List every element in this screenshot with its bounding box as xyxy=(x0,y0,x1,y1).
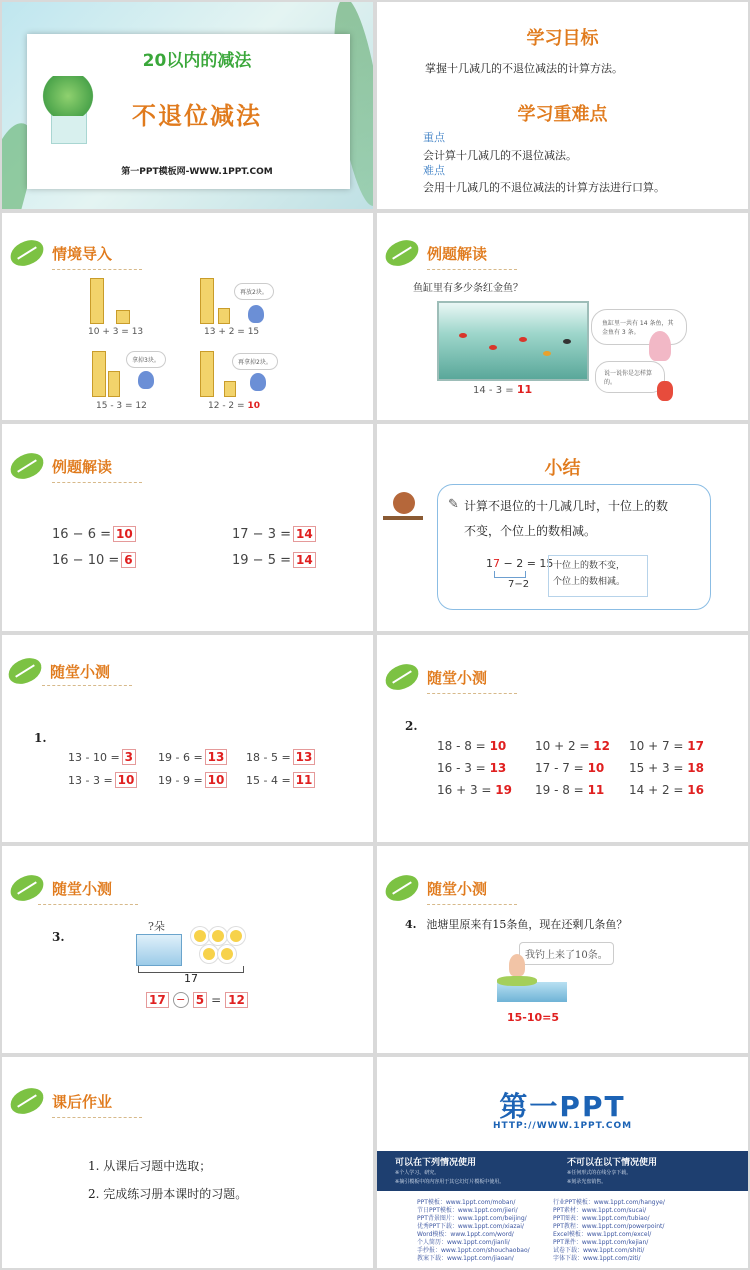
slide-intro xyxy=(2,213,373,420)
pencil-icon: ✎ xyxy=(448,497,459,512)
resource-link[interactable]: 节日PPT模板：www.1ppt.com/jieri/ xyxy=(417,1207,518,1214)
resource-link[interactable]: 字体下载：www.1ppt.com/ziti/ xyxy=(553,1255,641,1262)
slide-title xyxy=(2,2,373,209)
resource-link[interactable]: Word模板：www.1ppt.com/word/ xyxy=(417,1231,514,1238)
example-bubble-1: 鱼缸里一共有 14 条鱼，其金鱼有 3 条。 xyxy=(591,309,687,345)
resource-link[interactable]: PPT背景图片：www.1ppt.com/beijing/ xyxy=(417,1215,527,1222)
resource-link[interactable]: Excel模板：www.1ppt.com/excel/ xyxy=(553,1231,652,1238)
plant-illustration xyxy=(37,72,99,142)
summary-formula-bracket xyxy=(494,571,526,578)
slide-example-fish xyxy=(377,213,748,420)
example-question: 鱼缸里有多少条红金鱼？ xyxy=(413,283,523,294)
resource-link[interactable]: 个人简历：www.1ppt.com/jianli/ xyxy=(417,1239,510,1246)
slide-quiz-2 xyxy=(377,635,748,842)
section-header xyxy=(8,659,110,683)
summary-line-1: 计算不退位的十几减几时，十位上的数 xyxy=(464,499,669,513)
intro-eq-1: 10 + 3 = 13 xyxy=(88,327,144,337)
summary-box xyxy=(437,484,711,610)
key-text: 会计算十几减几的不退位减法。 xyxy=(423,149,577,162)
example-eq-row: 17 − 3 = 14 xyxy=(232,526,316,542)
leaf-icon xyxy=(383,873,421,904)
leaf-icon xyxy=(383,238,421,269)
cannot-use-1: ※任何形式的在线分享下载。 xyxy=(567,1170,632,1176)
quiz-eq: 18 - 5 = 13 xyxy=(246,749,315,765)
resource-link[interactable]: 行业PPT模板：www.1ppt.com/hangye/ xyxy=(553,1199,665,1206)
cannot-use-2: ※刻录光盘销售。 xyxy=(567,1179,607,1185)
mouse-figure xyxy=(138,371,154,389)
slide-summary xyxy=(377,424,748,631)
leaf-icon xyxy=(383,662,421,693)
quiz-eq: 13 - 10 = 3 xyxy=(68,749,136,765)
fishing-bubble: 我钓上来了10条。 xyxy=(519,942,614,965)
quiz-eq: 10 + 7 = 17 xyxy=(629,739,704,753)
leaf-icon xyxy=(8,1086,46,1117)
homework-item-1: 1. 从课后习题中选取； xyxy=(88,1159,212,1173)
quiz-eq: 19 - 6 = 13 xyxy=(158,749,227,765)
quiz-eq: 16 + 3 = 19 xyxy=(437,783,512,797)
summary-title: 小结 xyxy=(544,458,581,479)
quiz-eq: 16 - 3 = 13 xyxy=(437,761,507,775)
title-card xyxy=(27,34,350,189)
aquarium-illustration xyxy=(437,301,589,381)
quiz-eq: 14 + 2 = 16 xyxy=(629,783,704,797)
slide-quiz-4 xyxy=(377,846,748,1053)
key-title: 学习重难点 xyxy=(517,104,608,125)
answer-text: 15-10=5 xyxy=(507,1011,560,1024)
intro-bubble-3: 拿掉3块。 xyxy=(126,351,166,368)
brand-logo: 第一PPT xyxy=(499,1090,626,1123)
section-header xyxy=(10,876,112,900)
quiz-eq: 15 + 3 = 18 xyxy=(629,761,704,775)
lesson-subtitle: 20以内的减法 xyxy=(142,51,252,71)
section-header-label: 随堂小测 xyxy=(52,879,113,898)
slide-homework xyxy=(2,1057,373,1268)
homework-item-2: 2. 完成练习册本课时的习题。 xyxy=(88,1187,248,1201)
example-bubble-2: 说一说你是怎样算的。 xyxy=(595,361,665,393)
resource-link[interactable]: 教案下载：www.1ppt.com/jiaoan/ xyxy=(417,1255,514,1262)
lesson-title: 不退位减法 xyxy=(132,102,262,130)
can-use-1: ※个人学习、研究。 xyxy=(395,1170,440,1176)
quiz-eq: 19 - 9 = 10 xyxy=(158,772,227,788)
slide-quiz-1 xyxy=(2,635,373,842)
resource-link[interactable]: 手抄报：www.1ppt.com/shouchaobao/ xyxy=(417,1247,530,1254)
resource-link[interactable]: PPT课件：www.1ppt.com/kejian/ xyxy=(553,1239,649,1246)
intro-eq-2: 13 + 2 = 15 xyxy=(204,327,260,337)
leaf-icon xyxy=(8,873,46,904)
intro-bubble-2: 再放2块。 xyxy=(234,283,274,300)
section-header-label: 随堂小测 xyxy=(427,879,488,898)
section-header-label: 随堂小测 xyxy=(427,668,488,687)
quiz-eq: 18 - 8 = 10 xyxy=(437,739,507,753)
cannot-use-title: 不可以在以下情况使用 xyxy=(567,1158,658,1168)
intro-eq-4-answer: 10 xyxy=(247,401,260,411)
leaf-icon xyxy=(8,238,46,269)
quiz-eq: 13 - 3 = 10 xyxy=(68,772,137,788)
boy-figure xyxy=(657,381,673,401)
goal-text: 掌握十几减几的不退位减法的计算方法。 xyxy=(425,62,623,75)
resource-link[interactable]: PPT素材：www.1ppt.com/sucai/ xyxy=(553,1207,647,1214)
section-header-label: 随堂小测 xyxy=(50,662,111,681)
quiz-eq: 15 - 4 = 11 xyxy=(246,772,315,788)
summary-formula-sub: 7−2 xyxy=(508,579,530,590)
section-header-label: 课后作业 xyxy=(52,1092,113,1111)
minus-circle: − xyxy=(173,992,189,1008)
summary-formula: 17 − 2 = 15 xyxy=(486,557,554,570)
resource-link[interactable]: PPT教程：www.1ppt.com/powerpoint/ xyxy=(553,1223,665,1230)
question-number: 3. xyxy=(52,930,65,944)
key-label: 重点 xyxy=(423,131,445,144)
example-eq-row: 16 − 6 = 10 xyxy=(52,526,136,542)
girl-figure xyxy=(649,331,671,361)
resource-link[interactable]: 优秀PPT下载：www.1ppt.com/xiazai/ xyxy=(417,1223,524,1230)
section-header xyxy=(10,454,112,478)
bird-figure xyxy=(383,486,423,526)
question-number: 1. xyxy=(34,731,47,745)
can-use-2: ※摘引模板中的内容用于其它幻灯片模板中使用。 xyxy=(395,1179,505,1185)
usage-banner xyxy=(377,1151,748,1191)
quiz-eq: 10 + 2 = 12 xyxy=(535,739,610,753)
slide-example-eqs xyxy=(2,424,373,631)
quiz-eq: 19 - 8 = 11 xyxy=(535,783,605,797)
flower-unknown-label: ?朵 xyxy=(148,920,165,933)
can-use-title: 可以在下列情况使用 xyxy=(395,1158,477,1168)
difficulty-text: 会用十几减几的不退位减法的计算方法进行口算。 xyxy=(423,181,665,194)
section-header xyxy=(10,241,112,265)
slide-credits xyxy=(377,1057,748,1268)
section-header xyxy=(385,876,487,900)
section-header xyxy=(385,665,487,689)
resource-link[interactable]: PPT图表：www.1ppt.com/tubiao/ xyxy=(553,1215,650,1222)
slide-quiz-3 xyxy=(2,846,373,1053)
question-text: 4. 池塘里原来有15条鱼，现在还剩几条鱼？ xyxy=(405,918,628,931)
section-header xyxy=(10,1089,112,1113)
mouse-figure xyxy=(250,373,266,391)
goal-title: 学习目标 xyxy=(526,28,599,49)
fishing-illustration xyxy=(497,954,567,1002)
leaf-icon xyxy=(8,451,46,482)
example-eq-row: 16 − 10 = 6 xyxy=(52,552,136,568)
section-header-label: 例题解读 xyxy=(52,457,113,476)
intro-eq-4: 12 - 2 = 10 xyxy=(208,401,260,411)
question-number: 2. xyxy=(405,719,418,733)
brand-url: HTTP://WWW.1PPT.COM xyxy=(492,1121,633,1131)
intro-bubble-4: 再拿掉2块。 xyxy=(232,353,278,370)
example-eq-row: 19 − 5 = 14 xyxy=(232,552,316,568)
summary-line-2: 不变，个位上的数相减。 xyxy=(464,524,597,538)
mouse-figure xyxy=(248,305,264,323)
footer-site: 第一PPT模板网-WWW.1PPT.COM xyxy=(121,167,273,177)
example-eq: 14 - 3 = 11 xyxy=(473,383,533,396)
section-header xyxy=(385,241,487,265)
resource-link[interactable]: 试卷下载：www.1ppt.com/shiti/ xyxy=(553,1247,645,1254)
flowers-illustration xyxy=(194,930,246,964)
section-header-label: 情境导入 xyxy=(52,244,113,263)
total-label: 17 xyxy=(184,972,198,985)
section-header-label: 例题解读 xyxy=(427,244,488,263)
slide-goals xyxy=(377,2,748,209)
intro-eq-3: 15 - 3 = 12 xyxy=(96,401,147,411)
quiz-eq: 17 - 7 = 10 xyxy=(535,761,605,775)
box-illustration xyxy=(136,934,182,966)
summary-note: 十位上的数不变， 个位上的数相减。 xyxy=(548,555,648,597)
leaf-icon xyxy=(6,656,44,687)
resource-link[interactable]: PPT模板：www.1ppt.com/moban/ xyxy=(417,1199,516,1206)
difficulty-label: 难点 xyxy=(423,164,445,177)
example-eq-answer: 11 xyxy=(516,383,533,396)
answer-equation: 17 − 5 = 12 xyxy=(146,992,248,1008)
